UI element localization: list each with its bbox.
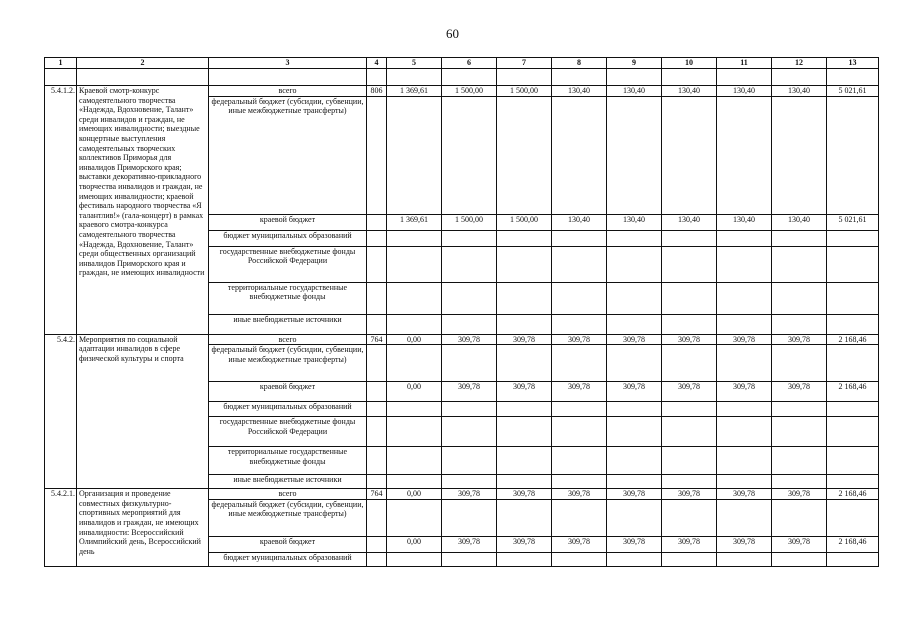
- amount-cell: [772, 499, 827, 536]
- amount-cell: [772, 282, 827, 314]
- funding-source: бюджет муниципальных образований: [209, 230, 367, 246]
- amount-cell: [772, 246, 827, 282]
- column-header: 6: [442, 58, 497, 69]
- amount-cell: [552, 230, 607, 246]
- amount-cell: [662, 345, 717, 382]
- amount-cell: [442, 314, 497, 334]
- budget-table: [44, 57, 879, 567]
- grbs-code: [367, 214, 387, 230]
- amount-cell: [442, 475, 497, 489]
- grbs-code: [367, 246, 387, 282]
- amount-cell: [717, 345, 772, 382]
- amount-cell: [772, 402, 827, 417]
- amount-cell: [717, 552, 772, 566]
- amount-cell: [607, 402, 662, 417]
- amount-cell: [827, 345, 879, 382]
- grbs-code: [367, 382, 387, 402]
- amount-cell: 309,78: [772, 382, 827, 402]
- amount-cell: 309,78: [772, 334, 827, 345]
- amount-cell: 130,40: [772, 86, 827, 97]
- amount-cell: 309,78: [607, 536, 662, 552]
- amount-cell: 309,78: [552, 382, 607, 402]
- amount-cell: [497, 447, 552, 475]
- amount-cell: [552, 552, 607, 566]
- amount-cell: [497, 96, 552, 214]
- amount-cell: 309,78: [717, 536, 772, 552]
- amount-cell: [607, 499, 662, 536]
- amount-cell: [662, 314, 717, 334]
- amount-cell: [772, 96, 827, 214]
- amount-cell: [387, 499, 442, 536]
- amount-cell: [662, 246, 717, 282]
- amount-cell: [607, 96, 662, 214]
- grbs-code: [367, 417, 387, 447]
- funding-source: иные внебюджетные источники: [209, 314, 367, 334]
- amount-cell: 0,00: [387, 382, 442, 402]
- amount-cell: [662, 499, 717, 536]
- amount-cell: [772, 475, 827, 489]
- amount-cell: [387, 417, 442, 447]
- amount-cell: [717, 402, 772, 417]
- amount-cell: [387, 475, 442, 489]
- amount-cell: [717, 96, 772, 214]
- amount-cell: [772, 552, 827, 566]
- amount-cell: [497, 345, 552, 382]
- funding-source: всего: [209, 334, 367, 345]
- amount-cell: [442, 402, 497, 417]
- amount-cell: 309,78: [442, 382, 497, 402]
- amount-cell: 309,78: [497, 489, 552, 500]
- amount-cell: [662, 282, 717, 314]
- amount-cell: [662, 475, 717, 489]
- amount-cell: 1 369,61: [387, 214, 442, 230]
- funding-source: краевой бюджет: [209, 382, 367, 402]
- amount-cell: 309,78: [662, 334, 717, 345]
- funding-source: государственные внебюджетные фонды Российской Федерации: [209, 417, 367, 447]
- grbs-code: [367, 345, 387, 382]
- amount-cell: 309,78: [552, 489, 607, 500]
- amount-cell: [387, 282, 442, 314]
- amount-cell: [387, 246, 442, 282]
- funding-source: бюджет муниципальных образований: [209, 552, 367, 566]
- amount-cell: 309,78: [717, 382, 772, 402]
- column-header: 12: [772, 58, 827, 69]
- grbs-code: 806: [367, 86, 387, 97]
- amount-cell: 309,78: [442, 536, 497, 552]
- amount-cell: [772, 230, 827, 246]
- amount-cell: [387, 230, 442, 246]
- amount-cell: 2 168,46: [827, 334, 879, 345]
- amount-cell: [442, 552, 497, 566]
- amount-cell: [717, 314, 772, 334]
- amount-cell: [772, 314, 827, 334]
- funding-source: государственные внебюджетные фонды Российской Федерации: [209, 246, 367, 282]
- amount-cell: 0,00: [387, 334, 442, 345]
- funding-source: иные внебюджетные источники: [209, 475, 367, 489]
- grbs-code: [367, 447, 387, 475]
- item-code: 5.4.1.2.: [45, 86, 77, 335]
- amount-cell: [827, 246, 879, 282]
- amount-cell: [662, 230, 717, 246]
- amount-cell: 130,40: [607, 86, 662, 97]
- amount-cell: [827, 230, 879, 246]
- amount-cell: 130,40: [552, 86, 607, 97]
- funding-source: федеральный бюджет (субсидии, субвенции, иные межбюджетные трансферты): [209, 96, 367, 214]
- grbs-code: [367, 536, 387, 552]
- amount-cell: 309,78: [552, 536, 607, 552]
- amount-cell: [827, 96, 879, 214]
- grbs-code: [367, 402, 387, 417]
- amount-cell: 309,78: [607, 489, 662, 500]
- amount-cell: [552, 499, 607, 536]
- amount-cell: [442, 499, 497, 536]
- amount-cell: [442, 246, 497, 282]
- amount-cell: [717, 475, 772, 489]
- amount-cell: 130,40: [717, 86, 772, 97]
- amount-cell: [827, 499, 879, 536]
- amount-cell: 2 168,46: [827, 536, 879, 552]
- amount-cell: 309,78: [442, 334, 497, 345]
- amount-cell: [717, 499, 772, 536]
- amount-cell: [442, 282, 497, 314]
- amount-cell: 2 168,46: [827, 382, 879, 402]
- column-header: 4: [367, 58, 387, 69]
- amount-cell: [497, 417, 552, 447]
- amount-cell: [552, 96, 607, 214]
- amount-cell: [662, 447, 717, 475]
- table-row: [45, 86, 879, 97]
- amount-cell: 309,78: [772, 536, 827, 552]
- amount-cell: [607, 246, 662, 282]
- amount-cell: [552, 314, 607, 334]
- amount-cell: 130,40: [662, 214, 717, 230]
- amount-cell: [497, 475, 552, 489]
- amount-cell: [662, 402, 717, 417]
- amount-cell: 309,78: [552, 334, 607, 345]
- amount-cell: 2 168,46: [827, 489, 879, 500]
- amount-cell: 1 369,61: [387, 86, 442, 97]
- funding-source: территориальные государственные внебюджетные фонды: [209, 447, 367, 475]
- column-header: 5: [387, 58, 442, 69]
- amount-cell: [607, 475, 662, 489]
- amount-cell: [717, 230, 772, 246]
- amount-cell: [772, 417, 827, 447]
- funding-source: всего: [209, 86, 367, 97]
- column-header: 13: [827, 58, 879, 69]
- amount-cell: [552, 345, 607, 382]
- funding-source: бюджет муниципальных образований: [209, 402, 367, 417]
- amount-cell: 309,78: [772, 489, 827, 500]
- amount-cell: 1 500,00: [497, 86, 552, 97]
- spacer-row: [45, 69, 879, 86]
- amount-cell: [552, 417, 607, 447]
- amount-cell: [442, 417, 497, 447]
- amount-cell: 309,78: [497, 334, 552, 345]
- amount-cell: [442, 96, 497, 214]
- amount-cell: 309,78: [607, 382, 662, 402]
- amount-cell: [442, 345, 497, 382]
- amount-cell: [387, 402, 442, 417]
- amount-cell: [552, 246, 607, 282]
- amount-cell: [442, 447, 497, 475]
- amount-cell: 309,78: [607, 334, 662, 345]
- funding-source: краевой бюджет: [209, 214, 367, 230]
- grbs-code: 764: [367, 334, 387, 345]
- amount-cell: 309,78: [442, 489, 497, 500]
- amount-cell: [662, 552, 717, 566]
- funding-source: территориальные государственные внебюджетные фонды: [209, 282, 367, 314]
- table-row: [45, 334, 879, 345]
- funding-source: федеральный бюджет (субсидии, субвенции, иные межбюджетные трансферты): [209, 499, 367, 536]
- item-name: Краевой смотр-конкурс самодеятельного творчества «Надежда, Вдохновение, Талант» среди инвалидов и граждан, не имеющих инвалидности; выездные концертные выступления самодеятельных творческих коллективов Приморья для инвалидов Приморского края; выставки декоративно-прикладного творчества инвалидов и граждан, не имеющих инвалидности; краевой фестиваль народного творчества «Я талантлив!» (гала-концерт) в рамках краевого смотра-конкурса самодеятельного творчества «Надежда, Вдохновение, Талант» среди общественных организаций инвалидов Приморского края и граждан, не имеющих инвалидности: [77, 86, 209, 335]
- amount-cell: 309,78: [717, 334, 772, 345]
- column-header: 9: [607, 58, 662, 69]
- amount-cell: [717, 282, 772, 314]
- amount-cell: 130,40: [552, 214, 607, 230]
- grbs-code: [367, 282, 387, 314]
- amount-cell: [387, 96, 442, 214]
- column-header: 10: [662, 58, 717, 69]
- item-name: Мероприятия по социальной адаптации инвалидов в сфере физической культуры и спорта: [77, 334, 209, 489]
- amount-cell: [827, 314, 879, 334]
- grbs-code: [367, 499, 387, 536]
- amount-cell: [607, 230, 662, 246]
- amount-cell: [772, 345, 827, 382]
- amount-cell: 130,40: [607, 214, 662, 230]
- amount-cell: [552, 282, 607, 314]
- amount-cell: [772, 447, 827, 475]
- amount-cell: [607, 417, 662, 447]
- amount-cell: [497, 314, 552, 334]
- grbs-code: [367, 96, 387, 214]
- amount-cell: [607, 447, 662, 475]
- amount-cell: [827, 282, 879, 314]
- amount-cell: [827, 475, 879, 489]
- amount-cell: 309,78: [497, 382, 552, 402]
- item-code: 5.4.2.: [45, 334, 77, 489]
- item-name: Организация и проведение совместных физкультурно-спортивных мероприятий для инвалидов и граждан, не имеющих инвалидности: Всероссийский Олимпийский день, Всероссийский день: [77, 489, 209, 567]
- grbs-code: [367, 552, 387, 566]
- amount-cell: [552, 402, 607, 417]
- amount-cell: [827, 417, 879, 447]
- page-number: 60: [446, 26, 459, 41]
- column-header: 8: [552, 58, 607, 69]
- amount-cell: [717, 417, 772, 447]
- amount-cell: 0,00: [387, 536, 442, 552]
- amount-cell: 130,40: [662, 86, 717, 97]
- table-row: [45, 489, 879, 500]
- amount-cell: [607, 314, 662, 334]
- column-header: 3: [209, 58, 367, 69]
- funding-source: всего: [209, 489, 367, 500]
- amount-cell: [662, 96, 717, 214]
- item-code: 5.4.2.1.: [45, 489, 77, 567]
- amount-cell: 0,00: [387, 489, 442, 500]
- amount-cell: [717, 447, 772, 475]
- amount-cell: [497, 282, 552, 314]
- column-header: 1: [45, 58, 77, 69]
- amount-cell: 309,78: [662, 382, 717, 402]
- amount-cell: 1 500,00: [442, 214, 497, 230]
- amount-cell: 5 021,61: [827, 86, 879, 97]
- amount-cell: 309,78: [497, 536, 552, 552]
- column-header: 2: [77, 58, 209, 69]
- column-header: 11: [717, 58, 772, 69]
- amount-cell: [717, 246, 772, 282]
- amount-cell: [827, 552, 879, 566]
- amount-cell: 1 500,00: [497, 214, 552, 230]
- amount-cell: [497, 402, 552, 417]
- amount-cell: [607, 345, 662, 382]
- amount-cell: [497, 230, 552, 246]
- amount-cell: 309,78: [662, 536, 717, 552]
- amount-cell: [497, 499, 552, 536]
- amount-cell: [442, 230, 497, 246]
- funding-source: краевой бюджет: [209, 536, 367, 552]
- amount-cell: [497, 246, 552, 282]
- amount-cell: [607, 282, 662, 314]
- amount-cell: 309,78: [717, 489, 772, 500]
- amount-cell: 130,40: [772, 214, 827, 230]
- amount-cell: [497, 552, 552, 566]
- column-header: 7: [497, 58, 552, 69]
- amount-cell: 309,78: [662, 489, 717, 500]
- funding-source: федеральный бюджет (субсидии, субвенции, иные межбюджетные трансферты): [209, 345, 367, 382]
- grbs-code: [367, 475, 387, 489]
- amount-cell: [662, 417, 717, 447]
- amount-cell: [552, 447, 607, 475]
- amount-cell: 1 500,00: [442, 86, 497, 97]
- amount-cell: [387, 345, 442, 382]
- amount-cell: [387, 314, 442, 334]
- amount-cell: [827, 447, 879, 475]
- amount-cell: [552, 475, 607, 489]
- amount-cell: [827, 402, 879, 417]
- amount-cell: [387, 552, 442, 566]
- header-row: [45, 58, 879, 69]
- amount-cell: [387, 447, 442, 475]
- grbs-code: [367, 230, 387, 246]
- grbs-code: 764: [367, 489, 387, 500]
- grbs-code: [367, 314, 387, 334]
- amount-cell: 5 021,61: [827, 214, 879, 230]
- amount-cell: [607, 552, 662, 566]
- amount-cell: 130,40: [717, 214, 772, 230]
